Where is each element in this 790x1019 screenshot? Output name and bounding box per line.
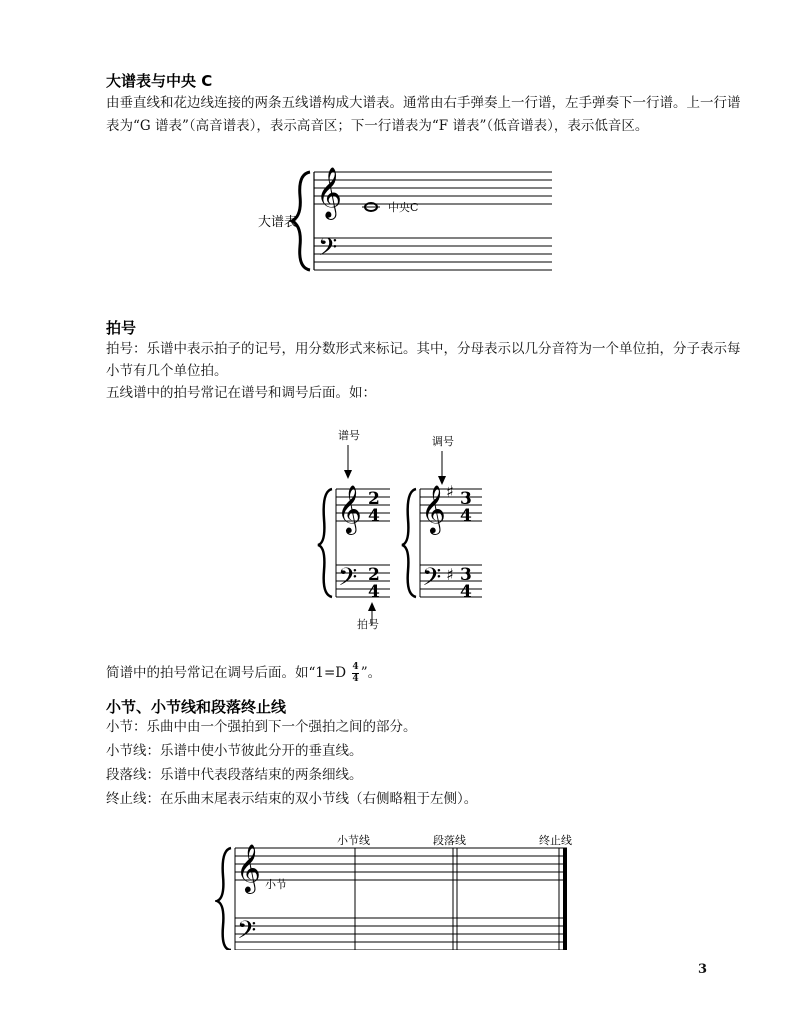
definition-barline: 小节线：乐谱中使小节彼此分开的垂直线。 [106, 743, 363, 759]
arrow-head-icon [368, 602, 376, 611]
time-sig-denominator: 4 [460, 582, 472, 602]
barlines-treble-staff [235, 848, 567, 880]
barlines-bass-staff [235, 918, 567, 950]
barlines-figure [215, 830, 595, 950]
treble-staff [314, 172, 552, 204]
paragraph-line: 由垂直线和花边线连接的两条五线谱构成大谱表。通常由右手弹奏上一行谱，左手弹奏下一行谱。上一行谱 [106, 95, 741, 111]
time-sig-denominator: 4 [460, 506, 472, 526]
treble-clef-icon: 𝄞 [316, 167, 343, 218]
bass-clef-icon: 𝄢 [422, 563, 442, 598]
time-sig-numerator: 2 [368, 565, 380, 585]
arrow-head-icon [344, 470, 352, 479]
definition-final-barline: 终止线：在乐曲末尾表示结束的双小节线（右侧略粗于左侧）。 [106, 791, 478, 807]
treble-clef-icon: 𝄞 [236, 843, 261, 892]
double-barline-label: 段落线 [433, 834, 466, 847]
bass-clef-icon: 𝄢 [318, 233, 338, 268]
measure-label: 小节 [265, 878, 287, 891]
brace-icon [217, 848, 231, 950]
treble-clef-icon: 𝄞 [421, 484, 446, 533]
jianpu-time-sig-line [106, 662, 381, 684]
jianpu-denominator: 4 [352, 674, 359, 684]
paragraph-line: 拍号：乐谱中表示拍子的记号，用分数形式来标记。其中，分母表示以几分音符为一个单位拍，分子表示每 [106, 341, 741, 357]
key-label: 调号 [432, 435, 454, 448]
grand-staff-label: 大谱表 [258, 215, 298, 230]
section-title-barlines: 小节、小节线和段落终止线 [106, 698, 287, 716]
paragraph-line: 五线谱中的拍号常记在谱号和调号后面。如： [106, 385, 376, 401]
clef-label: 谱号 [338, 429, 360, 442]
jianpu-text-after: ”。 [360, 665, 382, 681]
bass-clef-icon: 𝄢 [237, 916, 257, 950]
definition-double-barline: 段落线：乐谱中代表段落结束的两条细线。 [106, 767, 363, 783]
time-sig-numerator: 2 [368, 489, 380, 509]
section-title-time-signature: 拍号 [106, 319, 137, 337]
definition-measure: 小节：乐曲中由一个强拍到下一个强拍之间的部分。 [106, 719, 417, 735]
page-number: 3 [698, 962, 708, 977]
brace-icon [318, 489, 332, 597]
grand-staff-figure [240, 160, 560, 280]
bass-clef-icon: 𝄢 [338, 563, 358, 598]
jianpu-fraction [352, 663, 358, 684]
sharp-icon: ♯ [446, 565, 454, 584]
time-sig-denominator: 4 [368, 582, 380, 602]
time-label: 拍号 [357, 618, 379, 631]
sharp-icon: ♯ [446, 482, 454, 501]
jianpu-text-before: 简谱中的拍号常记在调号后面。如“1=D [106, 665, 351, 681]
final-barline-label: 终止线 [539, 834, 572, 847]
treble-clef-icon: 𝄞 [337, 484, 362, 533]
section-title-grand-staff: 大谱表与中央 C [106, 72, 213, 90]
final-barline-thick [563, 848, 567, 950]
bass-staff [314, 238, 552, 270]
time-sig-numerator: 3 [460, 565, 472, 585]
brace-icon [292, 172, 310, 270]
paragraph-line: 小节有几个单位拍。 [106, 363, 228, 379]
jianpu-numerator: 4 [352, 662, 359, 672]
middle-c-label: 中央C [388, 201, 419, 214]
time-sig-numerator: 3 [460, 489, 472, 509]
barline-label: 小节线 [337, 834, 370, 847]
paragraph-line: 表为“G 谱表”（高音谱表），表示高音区；下一行谱表为“F 谱表”（低音谱表），表示低音区。 [106, 118, 649, 134]
time-signature-figure [310, 425, 510, 630]
time-sig-denominator: 4 [368, 506, 380, 526]
brace-icon [402, 489, 416, 597]
